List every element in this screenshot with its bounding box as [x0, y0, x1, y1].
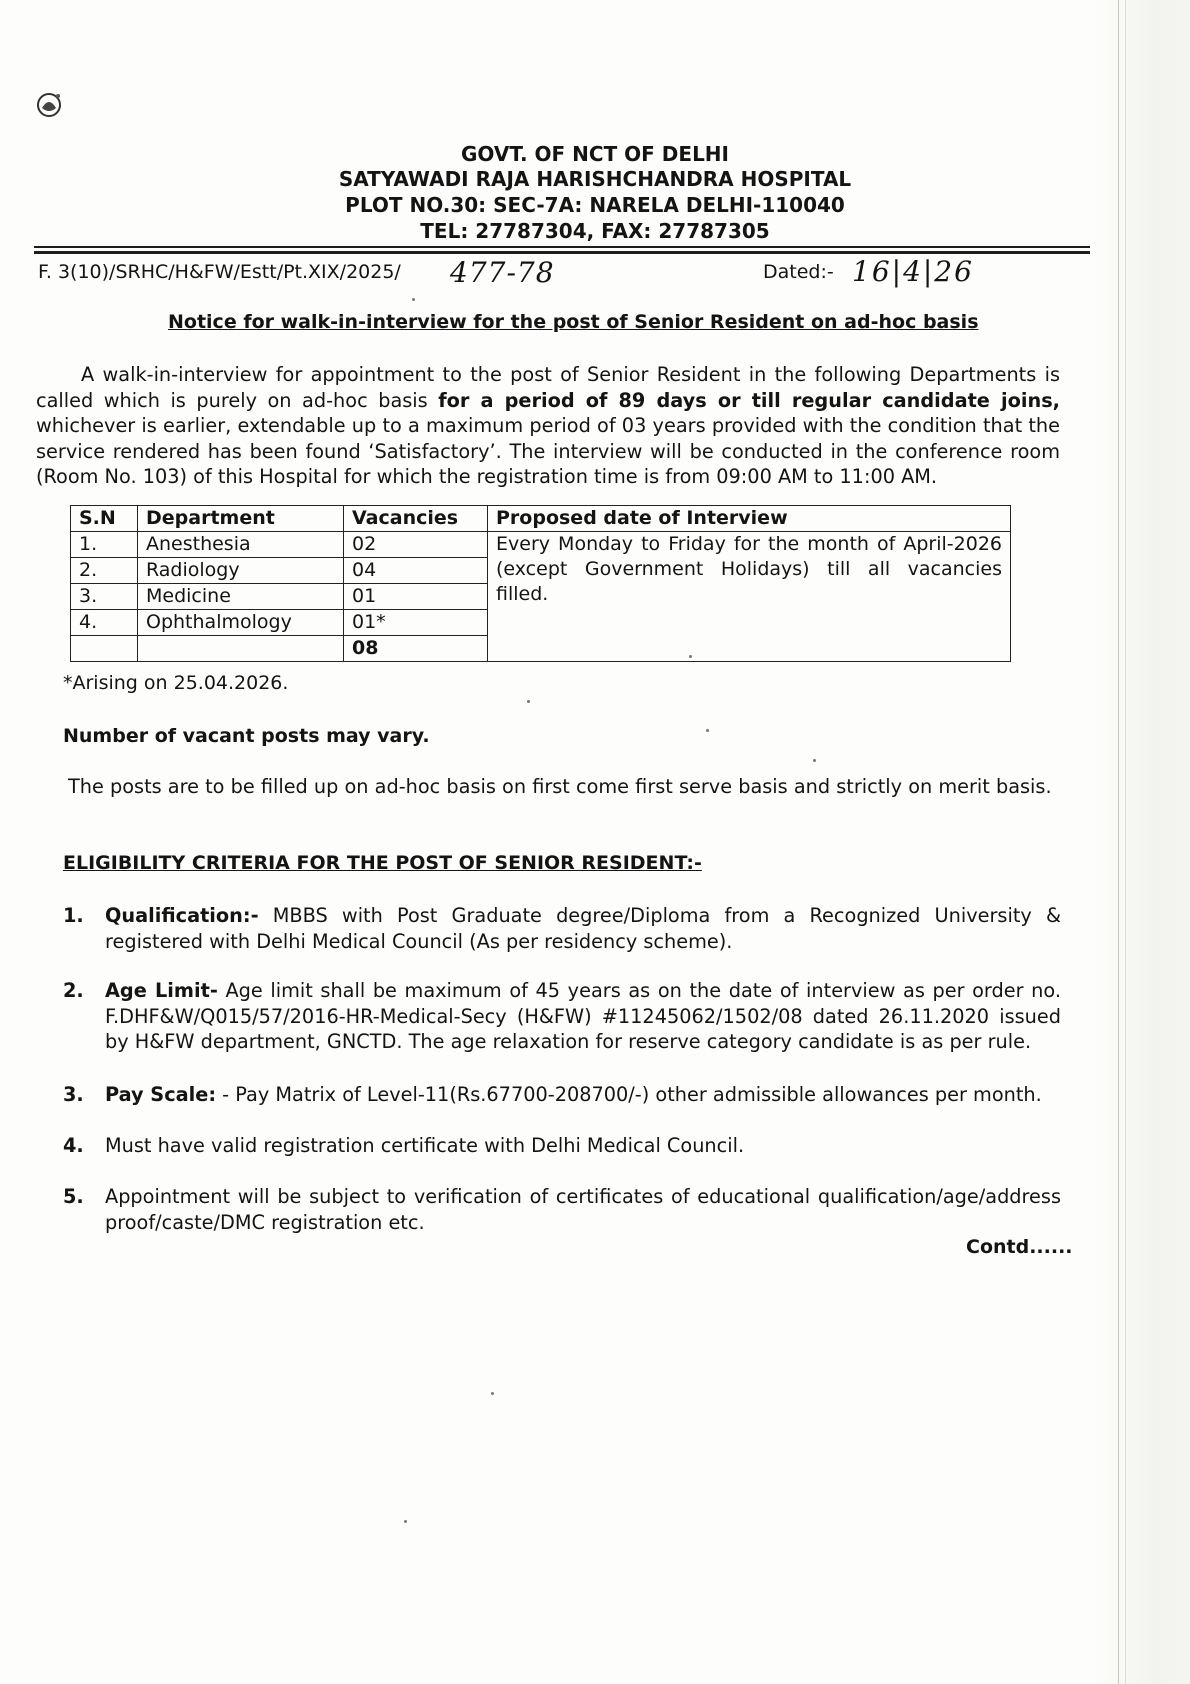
cell-vacancies: 04 [344, 558, 488, 584]
eligibility-item [63, 978, 1061, 1055]
item-number: 2. [63, 979, 84, 1002]
footnote: *Arising on 25.04.2026. [63, 672, 289, 694]
merit-text: The posts are to be filled up on ad-hoc basis on first come first serve basis and strictly on merit basis. [68, 775, 1052, 798]
item-number: 4. [63, 1134, 84, 1157]
letterhead-address: PLOT NO.30: SEC-7A: NARELA DELHI-110040 [345, 193, 845, 217]
scan-speck [527, 700, 530, 703]
eligibility-item [63, 903, 1061, 954]
item-text: Age limit shall be maximum of 45 years as on the date of interview as per order no. F.DHF&W/Q015/57/2016-HR-Medical-Secy (H&FW) #11245062/1502/08 dated 26.11.2020 issued by H&FW department, GNCTD. The age relaxation for reserve category candidate is as per rule. [105, 979, 1061, 1053]
letterhead-contact: TEL: 27787304, FAX: 27787305 [420, 219, 770, 243]
cell-sn: 1. [71, 532, 138, 558]
continued-marker: Contd...... [966, 1236, 1073, 1258]
item-label: Pay Scale: [105, 1083, 217, 1106]
scan-speck [404, 1520, 407, 1523]
handwritten-dispatch-number: 477-78 [450, 256, 555, 289]
header-divider [34, 251, 1090, 254]
scan-speck [689, 655, 692, 658]
cell-interview-dates: Every Monday to Friday for the month of April-2026 (except Government Holidays) till all vacancies filled. [488, 532, 1011, 662]
letterhead-hospital: SATYAWADI RAJA HARISHCHANDRA HOSPITAL [338, 167, 852, 191]
table-header-row [71, 506, 1011, 532]
item-text: - Pay Matrix of Level-11(Rs.67700-208700/-) other admissible allowances per month. [216, 1083, 1042, 1106]
cell-empty [138, 636, 344, 662]
item-text: MBBS with Post Graduate degree/Diploma from a Recognized University & registered with Delhi Medical Council (As per residency scheme). [105, 904, 1061, 953]
table-row [71, 532, 1011, 558]
cell-department: Ophthalmology [138, 610, 344, 636]
eligibility-heading: ELIGIBILITY CRITERIA FOR THE POST OF SENIOR RESIDENT:- [63, 852, 702, 874]
govt-emblem-icon [32, 88, 66, 122]
dated-label: Dated:- [763, 261, 834, 283]
cell-department: Anesthesia [138, 532, 344, 558]
item-text: Appointment will be subject to verification of certificates of educational qualification/age/address proof/caste/DMC registration etc. [105, 1185, 1061, 1234]
cell-department: Medicine [138, 584, 344, 610]
cell-total-vacancies: 08 [344, 636, 488, 662]
scan-artifact-line [1118, 0, 1119, 1684]
letterhead-govt: GOVT. OF NCT OF DELHI [461, 142, 729, 166]
cell-department: Radiology [138, 558, 344, 584]
header-divider [34, 246, 1090, 248]
intro-text-2: whichever is earlier, extendable up to a maximum period of 03 years provided with the condition that the service rendered has been found ‘Satisfactory’. The interview will be conducted in the conference room (Room No. 103) of this Hospital for which the registration time is from 09:00 AM to 11:00 AM. [36, 414, 1060, 488]
eligibility-item [63, 1184, 1061, 1235]
scan-speck [491, 1392, 494, 1395]
cell-vacancies: 02 [344, 532, 488, 558]
header-interview-date: Proposed date of Interview [488, 506, 1011, 532]
vacancy-note: Number of vacant posts may vary. [63, 725, 430, 747]
cell-empty [71, 636, 138, 662]
scan-speck [813, 759, 816, 762]
item-number: 1. [63, 904, 84, 927]
item-label: Age Limit- [105, 979, 218, 1002]
header-department: Department [138, 506, 344, 532]
cell-sn: 3. [71, 584, 138, 610]
eligibility-item [63, 1082, 1061, 1108]
item-number: 5. [63, 1185, 84, 1208]
scan-artifact-line [1125, 0, 1126, 1684]
header-vacancies: Vacancies [344, 506, 488, 532]
file-number: F. 3(10)/SRHC/H&FW/Estt/Pt.XIX/2025/ [38, 261, 401, 283]
item-number: 3. [63, 1083, 84, 1106]
handwritten-date: 16|4|26 [852, 255, 974, 288]
cell-sn: 2. [71, 558, 138, 584]
intro-paragraph [36, 362, 1060, 490]
vacancy-table [70, 505, 1011, 662]
notice-title: Notice for walk-in-interview for the post of Senior Resident on ad-hoc basis [168, 311, 979, 333]
merit-paragraph [36, 774, 1060, 800]
cell-vacancies: 01* [344, 610, 488, 636]
cell-sn: 4. [71, 610, 138, 636]
header-sn: S.N [71, 506, 138, 532]
cell-vacancies: 01 [344, 584, 488, 610]
scan-shadow-edge [1094, 0, 1190, 1684]
item-label: Qualification:- [105, 904, 259, 927]
intro-text-bold: for a period of 89 days or till regular candidate joins, [438, 388, 1060, 412]
intro-text-1: A walk-in-interview for appointment to the post of Senior Resident in the following Departments is called which is purely on ad-hoc basis [36, 363, 1060, 412]
eligibility-item [63, 1133, 1061, 1159]
item-text: Must have valid registration certificate with Delhi Medical Council. [105, 1134, 745, 1157]
scan-speck [412, 298, 415, 301]
scan-speck [706, 729, 709, 732]
